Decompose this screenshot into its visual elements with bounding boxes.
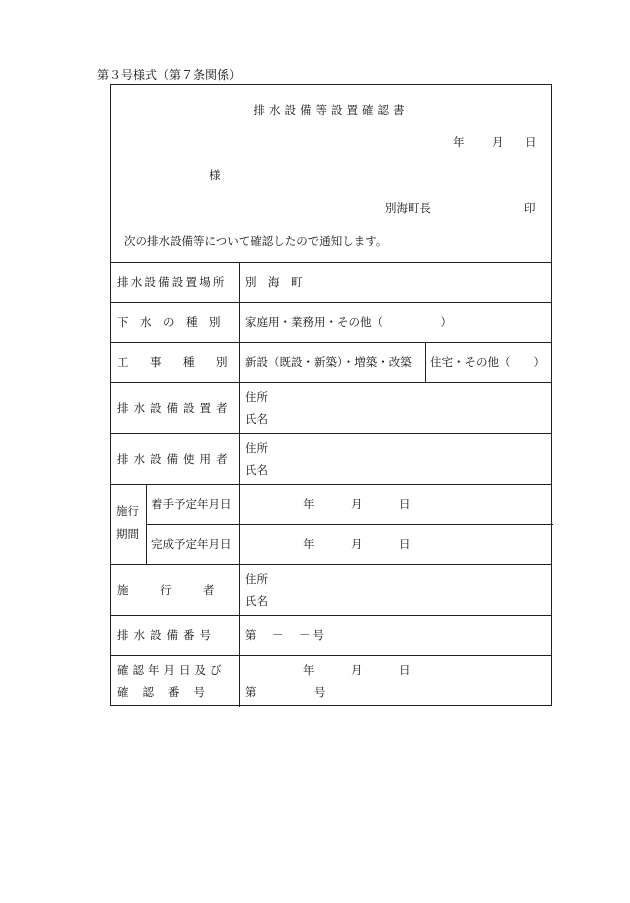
finish-year: 年 [303,537,315,551]
number-value: 第 － －号 [245,628,326,642]
user-name: 氏名 [245,463,268,477]
date-month: 月 [492,135,504,149]
work-label: 工 事 種 別 [117,355,233,369]
finish-month: 月 [351,537,363,551]
sewage-label: 下 水 の 種 別 [117,315,221,329]
finish-day: 日 [399,537,411,551]
contractor-name: 氏名 [245,594,268,608]
date-day: 日 [525,135,537,149]
confirm-no-prefix: 第 [245,685,257,699]
period-label-2: 期間 [116,527,139,541]
confirm-label-1: 確認年月日及び [117,663,226,677]
user-address: 住所 [245,441,268,455]
user-label: 排水設備使用者 [117,452,233,466]
contractor-address: 住所 [245,572,268,586]
work-value-b: 住宅・その他（ ） [430,355,545,369]
period-label-1: 施行 [116,504,139,518]
confirm-day: 日 [399,663,411,677]
confirmation-form [110,84,552,706]
start-day: 日 [399,497,411,511]
installer-name: 氏名 [245,412,268,426]
contractor-label: 施 行 者 [117,583,225,597]
confirm-year: 年 [303,663,315,677]
sewage-value: 家庭用・業務用・その他（ ） [245,315,452,329]
form-title: 排水設備等設置確認書 [253,103,409,117]
number-label: 排水設備番号 [117,628,216,642]
start-year: 年 [303,497,315,511]
location-value: 別 海 町 [245,275,303,289]
location-label: 排水設備設置場所 [117,275,227,289]
notice-text: 次の排水設備等について確認したので通知します。 [124,234,388,248]
form-number: 第３号様式（第７条関係） [97,68,242,82]
confirm-label-2: 確認番号 [117,685,219,699]
start-month: 月 [351,497,363,511]
installer-address: 住所 [245,390,268,404]
start-date-label: 着手予定年月日 [151,497,232,511]
date-year: 年 [453,135,465,149]
seal-mark: 印 [524,201,536,215]
issuer: 別海町長 [385,201,431,215]
confirm-month: 月 [351,663,363,677]
work-value-a: 新設（既設・新築）・増築・改築 [245,355,412,369]
addressee-suffix: 様 [209,168,221,182]
installer-label: 排水設備設置者 [117,401,233,415]
finish-date-label: 完成予定年月日 [151,537,232,551]
confirm-no-suffix: 号 [314,685,326,699]
